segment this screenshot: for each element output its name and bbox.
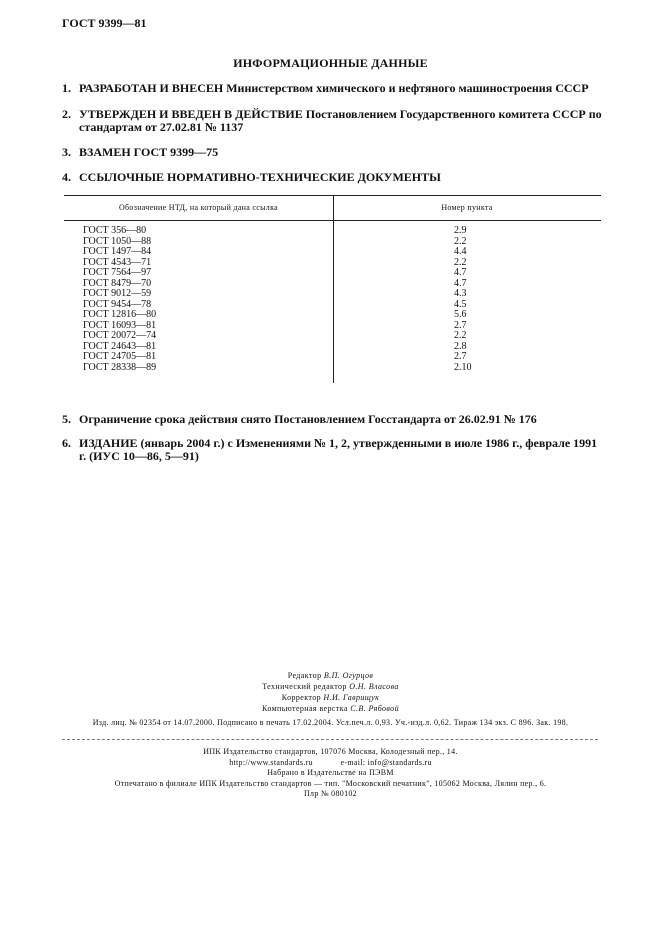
table-cell-document: ГОСТ 12816—80 bbox=[83, 309, 157, 320]
item-body: (январь 2004 г.) с Изменениями № 1, 2, утвержденными в июле 1986 г., феврале 1991 г. (ИУС 10—86, 5—91) bbox=[79, 436, 598, 463]
credit-label: Корректор bbox=[281, 693, 322, 702]
publisher-typeset: Набрано в Издательстве на ПЭВМ bbox=[267, 768, 394, 777]
table-cell-document: ГОСТ 1497—84 bbox=[83, 246, 152, 257]
table-cell-clause: 2.7 bbox=[454, 319, 467, 331]
item-body: Ограничение срока действия снято Постановлением Госстандарта от 26.02.91 № 176 bbox=[79, 412, 537, 426]
table-cell-document: ГОСТ 24643—81 bbox=[83, 340, 157, 352]
publisher-address: ИПК Издательство стандартов, 107076 Москва, Колодезный пер., 14. bbox=[203, 747, 458, 756]
info-item-1 bbox=[62, 82, 602, 95]
credit-tech-editor bbox=[0, 681, 661, 692]
table-cell-clause: 4.7 bbox=[454, 267, 467, 278]
table-cell-clause: 2.2 bbox=[454, 330, 467, 341]
document-column bbox=[83, 226, 156, 373]
credit-label: Компьютерная верстка bbox=[262, 704, 348, 713]
table-cell-clause: 2.10 bbox=[454, 361, 472, 373]
credit-name: С.В. Рябовой bbox=[350, 704, 399, 713]
table-cell-document: ГОСТ 7564—97 bbox=[83, 267, 152, 278]
item-body: Министерством химического и нефтяного машиностроения СССР bbox=[223, 81, 589, 95]
table-header-document: Обозначение НТД, на который дана ссылка bbox=[118, 203, 279, 212]
info-item-5 bbox=[62, 413, 602, 426]
item-number: 2. bbox=[62, 107, 71, 121]
info-item-6 bbox=[62, 437, 602, 463]
credit-label: Технический редактор bbox=[262, 682, 347, 691]
table-cell-document: ГОСТ 356—80 bbox=[83, 225, 147, 236]
info-item-3 bbox=[62, 146, 602, 159]
table-cell-document: ГОСТ 28338—89 bbox=[83, 361, 157, 373]
item-number: 5. bbox=[62, 412, 71, 426]
table-cell-clause: 2.2 bbox=[454, 235, 467, 247]
table-cell-document: ГОСТ 20072—74 bbox=[83, 330, 157, 341]
table-cell-clause: 5.6 bbox=[454, 309, 467, 320]
table-header-clause: Номер пункта bbox=[441, 203, 493, 212]
credits-block bbox=[0, 670, 661, 714]
references-table bbox=[64, 195, 601, 383]
table-cell-clause: 4.3 bbox=[454, 288, 467, 299]
publisher-printed: Отпечатано в филиале ИПК Издательство стандартов — тип. "Московский печатник", 105062 Москва, Лялин пер., 6. bbox=[114, 778, 547, 788]
table-cell-document: ГОСТ 9454—78 bbox=[83, 298, 152, 310]
imprint-text: Изд. лиц. № 02354 от 14.07.2000. Подписано в печать 17.02.2004. Усл.печ.л. 0,93. Уч.-изд.л. 0,62. Тираж 134 экз. С 896. Зак. 198. bbox=[92, 718, 569, 727]
table-cell-clause: 2.7 bbox=[454, 351, 467, 362]
imprint-line bbox=[0, 717, 661, 728]
credit-name: Н.И. Гаврищук bbox=[323, 693, 380, 702]
credit-editor bbox=[0, 670, 661, 681]
credit-name: О.Н. Власова bbox=[349, 682, 399, 691]
publisher-contacts: http://www.standards.ru e-mail: info@standards.ru bbox=[229, 757, 432, 767]
item-heading: РАЗРАБОТАН И ВНЕСЕН bbox=[79, 81, 224, 95]
info-item-4 bbox=[62, 171, 602, 184]
table-cell-document: ГОСТ 9012—59 bbox=[83, 288, 152, 299]
publisher-block bbox=[0, 747, 661, 800]
table-cell-document: ГОСТ 4543—71 bbox=[83, 256, 152, 268]
section-title: ИНФОРМАЦИОННЫЕ ДАННЫЕ bbox=[233, 56, 428, 70]
credit-layout bbox=[0, 703, 661, 714]
table-cell-clause: 2.9 bbox=[454, 225, 467, 236]
credit-corrector bbox=[0, 692, 661, 703]
item-heading: УТВЕРЖДЕН И ВВЕДЕН В ДЕЙСТВИЕ bbox=[79, 107, 303, 121]
item-heading: ИЗДАНИЕ bbox=[79, 436, 138, 450]
credit-label: Редактор bbox=[287, 671, 322, 680]
item-number: 4. bbox=[62, 170, 71, 184]
table-cell-clause: 4.4 bbox=[454, 246, 467, 257]
document-header: ГОСТ 9399—81 bbox=[62, 16, 147, 30]
publisher-license: Плр № 080102 bbox=[303, 789, 357, 798]
item-heading: ВЗАМЕН ГОСТ 9399—75 bbox=[79, 145, 219, 159]
item-heading: ССЫЛОЧНЫЕ НОРМАТИВНО-ТЕХНИЧЕСКИЕ ДОКУМЕНТЫ bbox=[79, 170, 441, 184]
table-cell-document: ГОСТ 24705—81 bbox=[83, 351, 157, 362]
info-item-2 bbox=[62, 108, 602, 134]
item-number: 3. bbox=[62, 145, 71, 159]
item-number: 6. bbox=[62, 436, 71, 450]
item-number: 1. bbox=[62, 81, 71, 95]
table-column-divider bbox=[333, 195, 334, 383]
table-cell-clause: 4.5 bbox=[454, 298, 467, 310]
table-cell-clause: 2.2 bbox=[454, 256, 467, 268]
item-body: Постановлением Государственного комитета СССР по стандартам от 27.02.81 № 1137 bbox=[79, 107, 602, 134]
table-cell-document: ГОСТ 1050—88 bbox=[83, 235, 152, 247]
clause-column bbox=[454, 226, 472, 373]
table-cell-clause: 2.8 bbox=[454, 340, 467, 352]
dashed-divider bbox=[62, 739, 598, 740]
table-cell-clause: 4.7 bbox=[454, 277, 467, 289]
credit-name: В.П. Огурцов bbox=[323, 671, 374, 680]
table-cell-document: ГОСТ 8479—70 bbox=[83, 277, 152, 289]
table-cell-document: ГОСТ 16093—81 bbox=[83, 319, 157, 331]
